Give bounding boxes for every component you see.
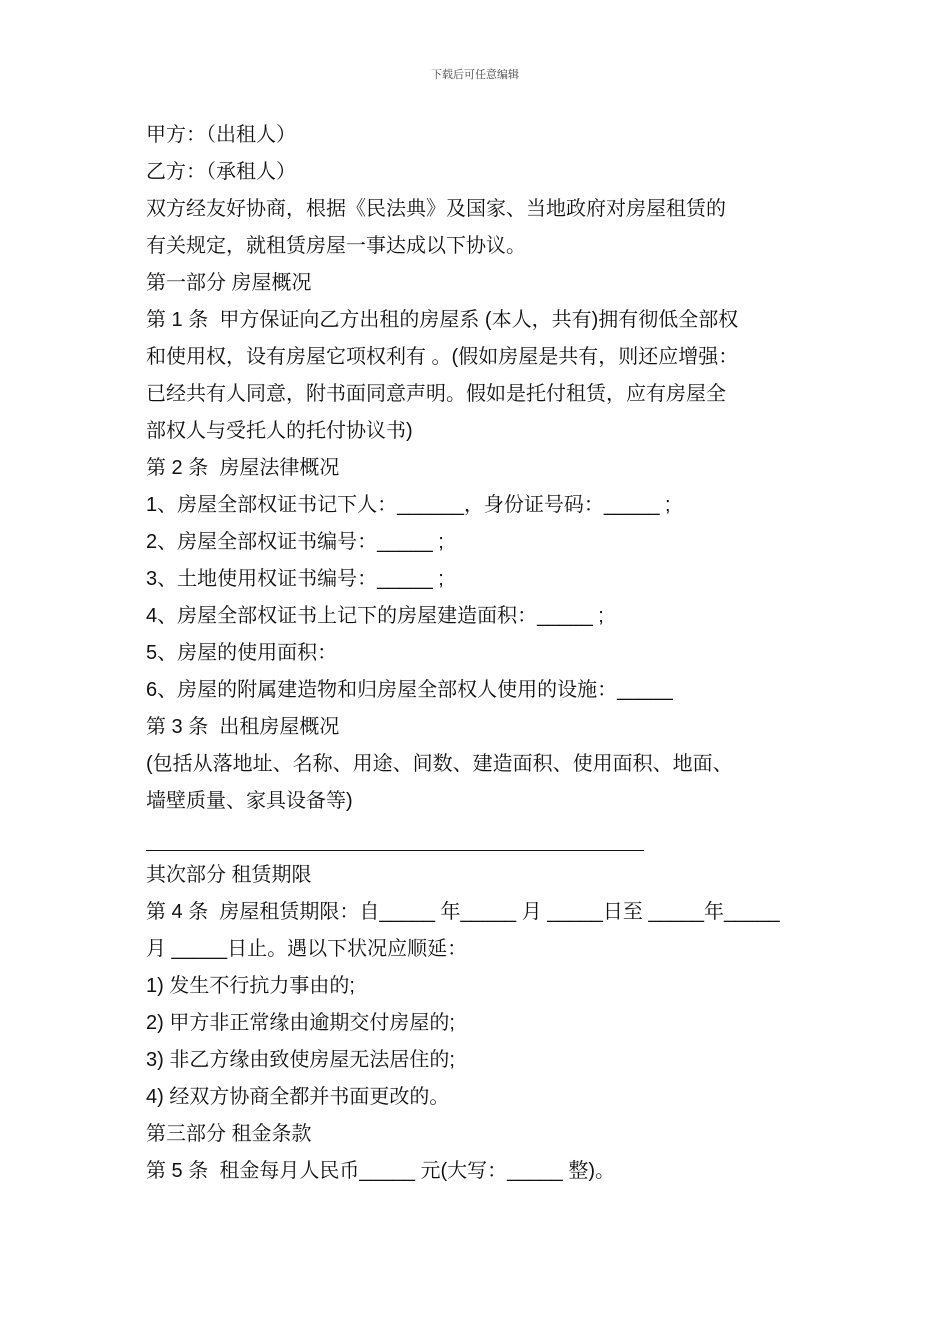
party-a-line: 甲方：（出租人） [146,124,296,146]
list-item: 4、房屋全部权证书上记下的房屋建造面积：_____ ; [146,605,604,627]
blank-underline [146,850,644,851]
section-heading: 第三部分 租金条款 [146,1123,312,1145]
section-heading: 其次部分 租赁期限 [146,864,312,886]
section-heading: 第一部分 房屋概况 [146,272,312,294]
paragraph-line: 已经共有人同意，附书面同意声明。假如是托付租赁，应有房屋全 [146,383,726,405]
list-item: 3) 非乙方缘由致使房屋无法居住的; [146,1049,455,1071]
paragraph-line: 双方经友好协商，根据《民法典》及国家、当地政府对房屋租赁的 [146,198,726,220]
list-item: 2、房屋全部权证书编号：_____ ; [146,531,444,553]
paragraph-line: 墙壁质量、家具设备等) [146,790,353,812]
article-heading: 第 2 条 房屋法律概况 [146,457,340,479]
paragraph-line: 月 _____日止。遇以下状况应顺延： [146,938,468,960]
paragraph-line: 和使用权，设有房屋它项权利有 。(假如房屋是共有，则还应增强： [146,346,739,368]
list-item: 4) 经双方协商全都并书面更改的。 [146,1086,450,1108]
paragraph-line: (包括从落地址、名称、用途、间数、建造面积、使用面积、地面、 [146,753,733,775]
list-item: 2) 甲方非正常缘由逾期交付房屋的; [146,1012,455,1034]
list-item: 1、房屋全部权证书记下人：______，身份证号码：_____ ; [146,494,671,516]
list-item: 6、房屋的附属建造物和归房屋全部权人使用的设施：_____ [146,679,673,701]
paragraph-line: 第 5 条 租金每月人民币_____ 元(大写：_____ 整)。 [146,1160,616,1182]
document-body [146,117,816,1190]
paragraph-line: 部权人与受托人的托付协议书) [146,420,413,442]
page-header: 下载后可任意编辑 [431,68,519,81]
party-b-line: 乙方：（承租人） [146,161,296,183]
fill-in-blank-line [146,820,816,857]
article-heading: 第 3 条 出租房屋概况 [146,716,340,738]
list-item: 1) 发生不行抗力事由的; [146,975,355,997]
list-item: 5、房屋的使用面积： [146,642,338,664]
paragraph-line: 第 1 条 甲方保证向乙方出租的房屋系 (本人，共有)拥有彻低全部权 [146,309,739,331]
paragraph-line: 第 4 条 房屋租赁期限：自_____ 年_____ 月 _____日至 _____年_____ [146,901,780,923]
paragraph-line: 有关规定，就租赁房屋一事达成以下协议。 [146,235,526,257]
list-item: 3、土地使用权证书编号：_____ ; [146,568,444,590]
